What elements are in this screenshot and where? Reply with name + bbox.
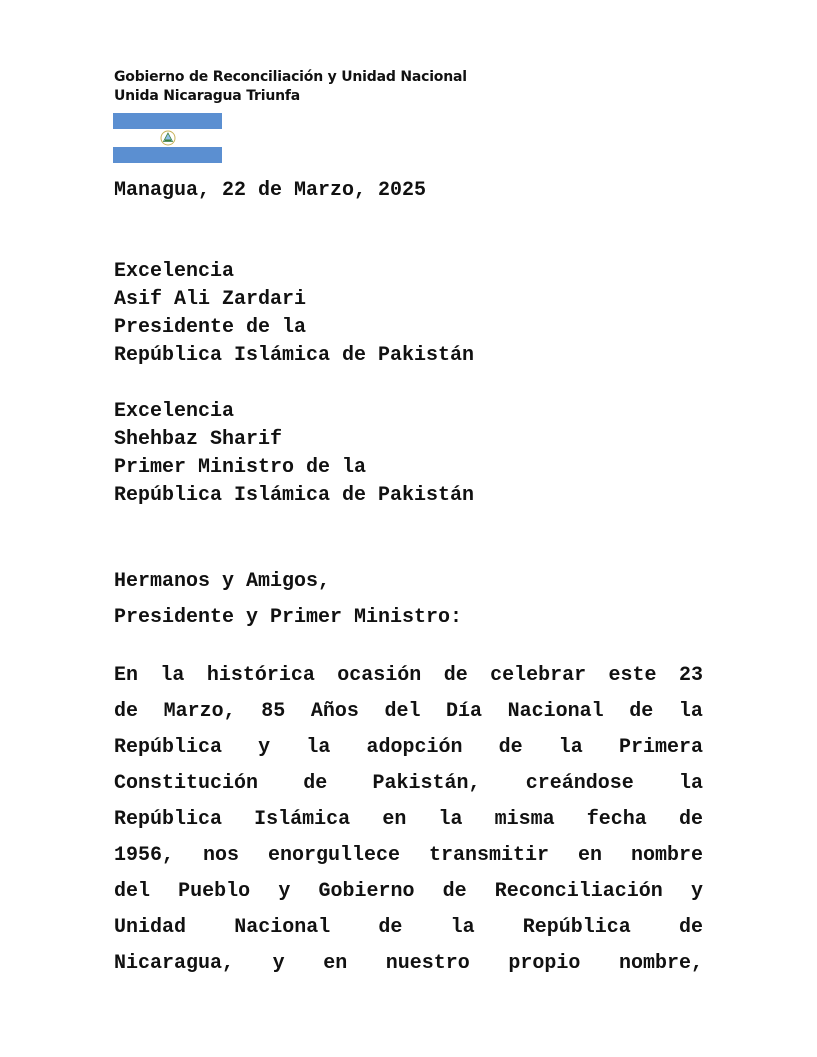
body-word: del xyxy=(114,880,151,903)
body-word: nuestro xyxy=(385,952,470,975)
body-word: de xyxy=(678,808,703,831)
body-word: la xyxy=(558,736,583,759)
body-word: y xyxy=(690,880,703,903)
flag-stripe-top xyxy=(113,113,222,129)
body-word: 23 xyxy=(678,664,703,687)
body-word: y xyxy=(278,880,291,903)
body-word: la xyxy=(306,736,331,759)
body-word: transmitir xyxy=(428,844,549,867)
body-word: en xyxy=(577,844,602,867)
salutation-line: Presidente y Primer Ministro: xyxy=(114,606,463,629)
body-word: de xyxy=(498,736,523,759)
body-word: de xyxy=(303,772,328,795)
body-word: la xyxy=(678,700,703,723)
body-word: adopción xyxy=(366,736,463,759)
body-word: República xyxy=(522,916,631,939)
body-line xyxy=(114,766,703,802)
recipient-honorific: Excelencia xyxy=(114,400,235,423)
body-word: de xyxy=(678,916,703,939)
salutation xyxy=(114,564,462,636)
body-line xyxy=(114,694,703,730)
body-word: misma xyxy=(494,808,555,831)
body-word: ocasión xyxy=(337,664,422,687)
recipient-country: República Islámica de Pakistán xyxy=(114,344,475,367)
letter-date: Managua, 22 de Marzo, 2025 xyxy=(114,179,427,202)
body-word: la xyxy=(678,772,703,795)
body-word: celebrar xyxy=(490,664,587,687)
body-word: nombre xyxy=(630,844,703,867)
government-name: Gobierno de Reconciliación y Unidad Nacional xyxy=(114,69,467,85)
flag-stripe-bottom xyxy=(113,147,222,163)
body-word: Reconciliación xyxy=(494,880,663,903)
government-header xyxy=(114,68,467,106)
recipient-country: República Islámica de Pakistán xyxy=(114,484,475,507)
body-word: Marzo, xyxy=(163,700,236,723)
body-word: Años xyxy=(310,700,359,723)
body-word: de xyxy=(114,700,139,723)
recipient-title: Presidente de la xyxy=(114,316,307,339)
body-word: la xyxy=(160,664,185,687)
recipient-honorific: Excelencia xyxy=(114,260,235,283)
body-word: la xyxy=(450,916,475,939)
body-word: creándose xyxy=(525,772,634,795)
body-line xyxy=(114,946,703,982)
body-word: Islámica xyxy=(254,808,351,831)
body-word: Día xyxy=(446,700,483,723)
body-word: del xyxy=(384,700,421,723)
body-word: Unidad xyxy=(114,916,187,939)
recipient-block-president xyxy=(114,258,474,370)
body-word: Primera xyxy=(618,736,703,759)
body-word: Constitución xyxy=(114,772,259,795)
body-word: este xyxy=(608,664,657,687)
recipient-name: Asif Ali Zardari xyxy=(114,288,307,311)
body-word: enorgullece xyxy=(267,844,400,867)
body-word: nombre, xyxy=(618,952,703,975)
body-word: fecha xyxy=(586,808,647,831)
body-word: y xyxy=(258,736,271,759)
body-word: en xyxy=(323,952,348,975)
nicaragua-coat-of-arms-icon xyxy=(160,130,176,146)
body-word: y xyxy=(272,952,285,975)
body-word: de xyxy=(378,916,403,939)
body-word: de xyxy=(443,664,468,687)
body-word: República xyxy=(114,808,223,831)
body-word: la xyxy=(438,808,463,831)
body-word: de xyxy=(629,700,654,723)
recipient-block-prime-minister xyxy=(114,398,474,510)
body-word: nos xyxy=(202,844,239,867)
body-word: Nacional xyxy=(507,700,604,723)
body-word: En xyxy=(114,664,139,687)
body-line xyxy=(114,802,703,838)
recipient-title: Primer Ministro de la xyxy=(114,456,367,479)
salutation-line: Hermanos y Amigos, xyxy=(114,570,331,593)
body-line xyxy=(114,658,703,694)
body-line xyxy=(114,874,703,910)
recipient-name: Shehbaz Sharif xyxy=(114,428,283,451)
body-line xyxy=(114,730,703,766)
letter-body xyxy=(114,658,703,982)
body-word: propio xyxy=(508,952,581,975)
body-word: histórica xyxy=(206,664,315,687)
body-word: Nicaragua, xyxy=(114,952,235,975)
body-word: Nacional xyxy=(234,916,331,939)
body-line xyxy=(114,838,703,874)
body-word: 1956, xyxy=(114,844,175,867)
government-slogan: Unida Nicaragua Triunfa xyxy=(114,88,300,104)
body-word: 85 xyxy=(261,700,286,723)
nicaragua-flag xyxy=(113,113,222,163)
body-word: Gobierno xyxy=(318,880,415,903)
body-word: Pueblo xyxy=(178,880,251,903)
body-word: de xyxy=(442,880,467,903)
body-word: Pakistán, xyxy=(372,772,481,795)
body-line xyxy=(114,910,703,946)
body-word: en xyxy=(382,808,407,831)
body-word: República xyxy=(114,736,223,759)
